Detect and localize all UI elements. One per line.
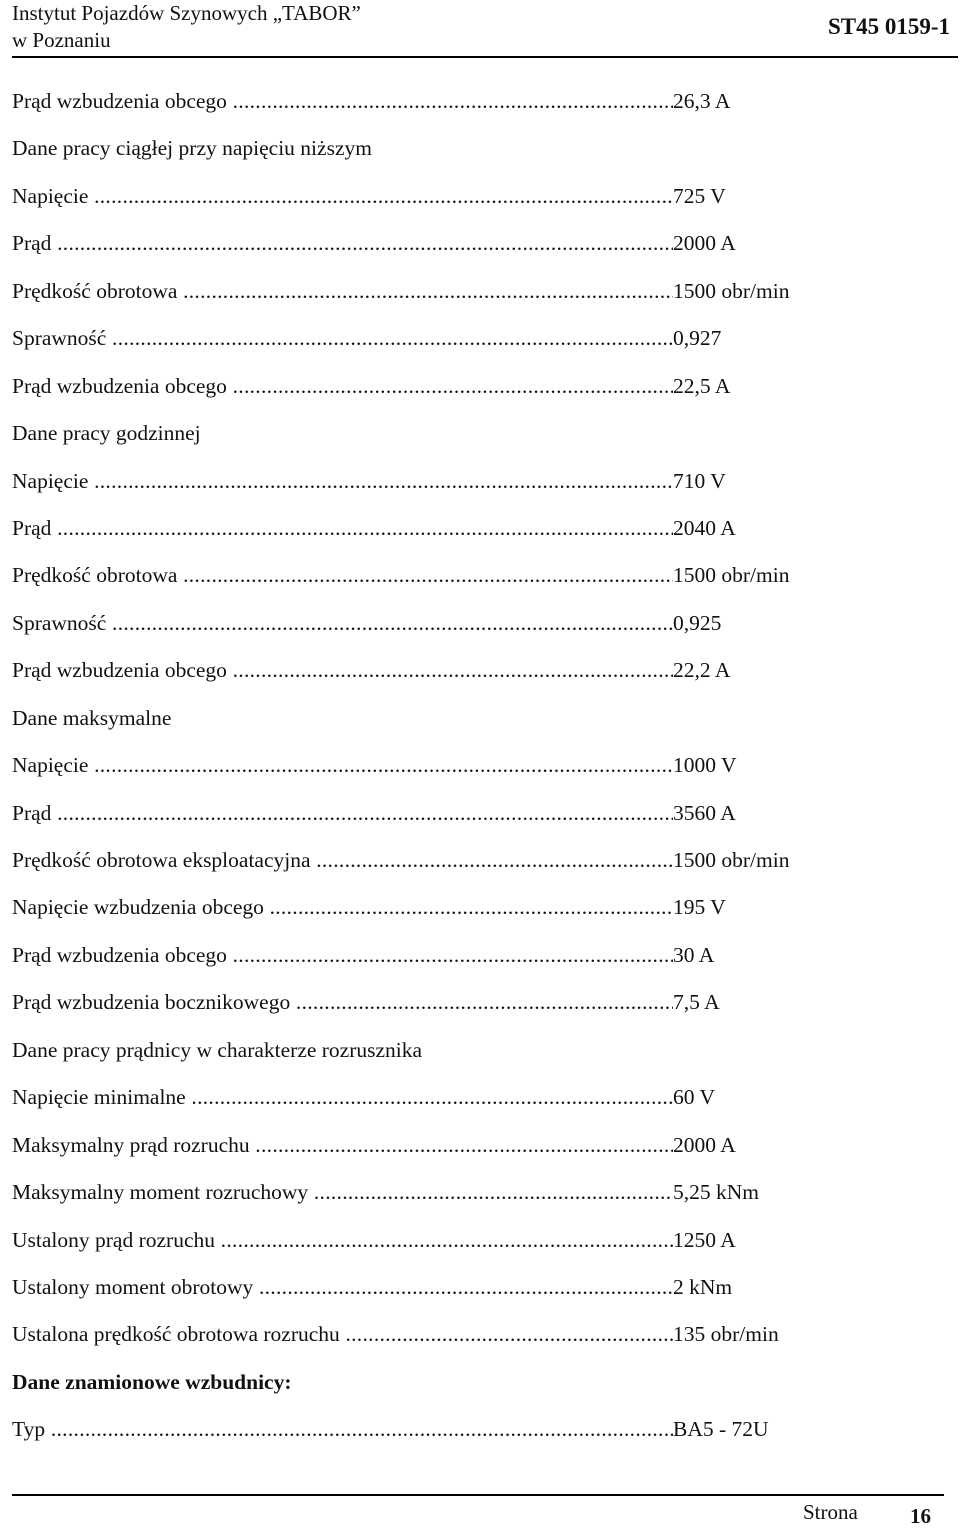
spec-label: Napięcie minimalne ..... bbox=[12, 1074, 673, 1121]
spec-row bbox=[12, 505, 952, 552]
spec-value: 195 V bbox=[673, 895, 726, 920]
spec-label: Prąd wzbudzenia obcego ..... bbox=[12, 78, 673, 125]
spec-row bbox=[12, 78, 952, 125]
footer-page-label: Strona bbox=[803, 1500, 858, 1524]
section-heading-label: Dane maksymalne bbox=[12, 705, 172, 730]
spec-row bbox=[12, 647, 952, 694]
spec-row bbox=[12, 173, 952, 220]
footer-page-number: 16 bbox=[910, 1504, 931, 1528]
spec-value: 0,927 bbox=[673, 326, 722, 351]
spec-row bbox=[12, 1169, 952, 1216]
header-org-line-1: Instytut Pojazdów Szynowych „TABOR” bbox=[12, 1, 361, 25]
spec-value: 1500 obr/min bbox=[673, 278, 790, 303]
spec-label: Napięcie ..... bbox=[12, 742, 673, 789]
spec-label: Prędkość obrotowa eksploatacyjna ..... bbox=[12, 837, 673, 884]
spec-label: Prąd wzbudzenia obcego ..... bbox=[12, 363, 673, 410]
section-heading-label: Dane pracy prądnicy w charakterze rozrusznika bbox=[12, 1037, 423, 1062]
spec-value: 2000 A bbox=[673, 1132, 736, 1157]
spec-label: Sprawność ..... bbox=[12, 600, 673, 647]
spec-label: Ustalony moment obrotowy ..... bbox=[12, 1264, 673, 1311]
spec-value: 22,2 A bbox=[673, 658, 731, 683]
spec-value: 30 A bbox=[673, 942, 715, 967]
spec-label: Prędkość obrotowa ..... bbox=[12, 268, 673, 315]
spec-label: Prąd ..... bbox=[12, 505, 673, 552]
section-heading bbox=[12, 125, 952, 172]
spec-row bbox=[12, 1074, 952, 1121]
spec-value: BA5 - 72U bbox=[673, 1417, 769, 1442]
spec-row bbox=[12, 1264, 952, 1311]
spec-value: 710 V bbox=[673, 468, 726, 493]
spec-label: Napięcie ..... bbox=[12, 173, 673, 220]
section-heading bbox=[12, 695, 952, 742]
spec-value: 0,925 bbox=[673, 610, 722, 635]
spec-value: 5,25 kNm bbox=[673, 1180, 759, 1205]
spec-row bbox=[12, 884, 952, 931]
spec-row bbox=[12, 979, 952, 1026]
spec-value: 1250 A bbox=[673, 1227, 736, 1252]
spec-label: Prąd ..... bbox=[12, 790, 673, 837]
spec-row bbox=[12, 790, 952, 837]
spec-value: 26,3 A bbox=[673, 89, 731, 113]
section-heading-label: Dane znamionowe wzbudnicy: bbox=[12, 1369, 292, 1394]
section-heading bbox=[12, 1027, 952, 1074]
spec-row bbox=[12, 837, 952, 884]
spec-value: 22,5 A bbox=[673, 373, 731, 398]
spec-value: 135 obr/min bbox=[673, 1322, 779, 1347]
spec-label: Prąd wzbudzenia obcego ..... bbox=[12, 647, 673, 694]
spec-value: 2000 A bbox=[673, 231, 736, 256]
spec-row bbox=[12, 458, 952, 505]
section-heading-label: Dane pracy ciągłej przy napięciu niższym bbox=[12, 136, 372, 161]
spec-label: Ustalony prąd rozruchu ..... bbox=[12, 1217, 673, 1264]
spec-label: Maksymalny prąd rozruchu ..... bbox=[12, 1122, 673, 1169]
spec-list bbox=[12, 78, 952, 1454]
section-heading-bold bbox=[12, 1359, 952, 1406]
header-divider bbox=[12, 56, 958, 58]
section-heading bbox=[12, 410, 952, 457]
spec-value: 2 kNm bbox=[673, 1274, 733, 1299]
spec-row bbox=[12, 315, 952, 362]
spec-label: Prąd ..... bbox=[12, 220, 673, 267]
spec-value: 3560 A bbox=[673, 800, 736, 825]
spec-value: 1500 obr/min bbox=[673, 848, 790, 872]
spec-label: Napięcie ..... bbox=[12, 458, 673, 505]
footer-divider bbox=[12, 1494, 944, 1496]
spec-label: Prąd wzbudzenia bocznikowego ..... bbox=[12, 979, 673, 1026]
spec-value: 2040 A bbox=[673, 515, 736, 540]
spec-row bbox=[12, 1311, 952, 1358]
spec-row bbox=[12, 1217, 952, 1264]
spec-label: Sprawność ..... bbox=[12, 315, 673, 362]
spec-label: Typ ..... bbox=[12, 1406, 673, 1453]
spec-value: 1000 V bbox=[673, 753, 737, 778]
spec-row bbox=[12, 1122, 952, 1169]
spec-value: 725 V bbox=[673, 183, 726, 208]
page-header bbox=[0, 0, 960, 60]
spec-label: Prędkość obrotowa ..... bbox=[12, 552, 673, 599]
spec-row bbox=[12, 932, 952, 979]
spec-row bbox=[12, 220, 952, 267]
spec-label: Maksymalny moment rozruchowy ..... bbox=[12, 1169, 673, 1216]
spec-value: 7,5 A bbox=[673, 990, 720, 1015]
section-heading-label: Dane pracy godzinnej bbox=[12, 421, 201, 446]
spec-value: 60 V bbox=[673, 1085, 716, 1110]
header-organization bbox=[12, 0, 361, 54]
spec-value: 1500 obr/min bbox=[673, 563, 790, 588]
spec-row bbox=[12, 363, 952, 410]
spec-label: Prąd wzbudzenia obcego ..... bbox=[12, 932, 673, 979]
header-org-line-2: w Poznaniu bbox=[12, 28, 111, 52]
spec-label: Napięcie wzbudzenia obcego ..... bbox=[12, 884, 673, 931]
spec-row bbox=[12, 600, 952, 647]
document-code: ST45 0159-1 bbox=[827, 14, 950, 39]
spec-row bbox=[12, 268, 952, 315]
spec-label: Ustalona prędkość obrotowa rozruchu ..... bbox=[12, 1311, 673, 1358]
spec-row bbox=[12, 552, 952, 599]
spec-row bbox=[12, 742, 952, 789]
spec-row bbox=[12, 1406, 952, 1453]
